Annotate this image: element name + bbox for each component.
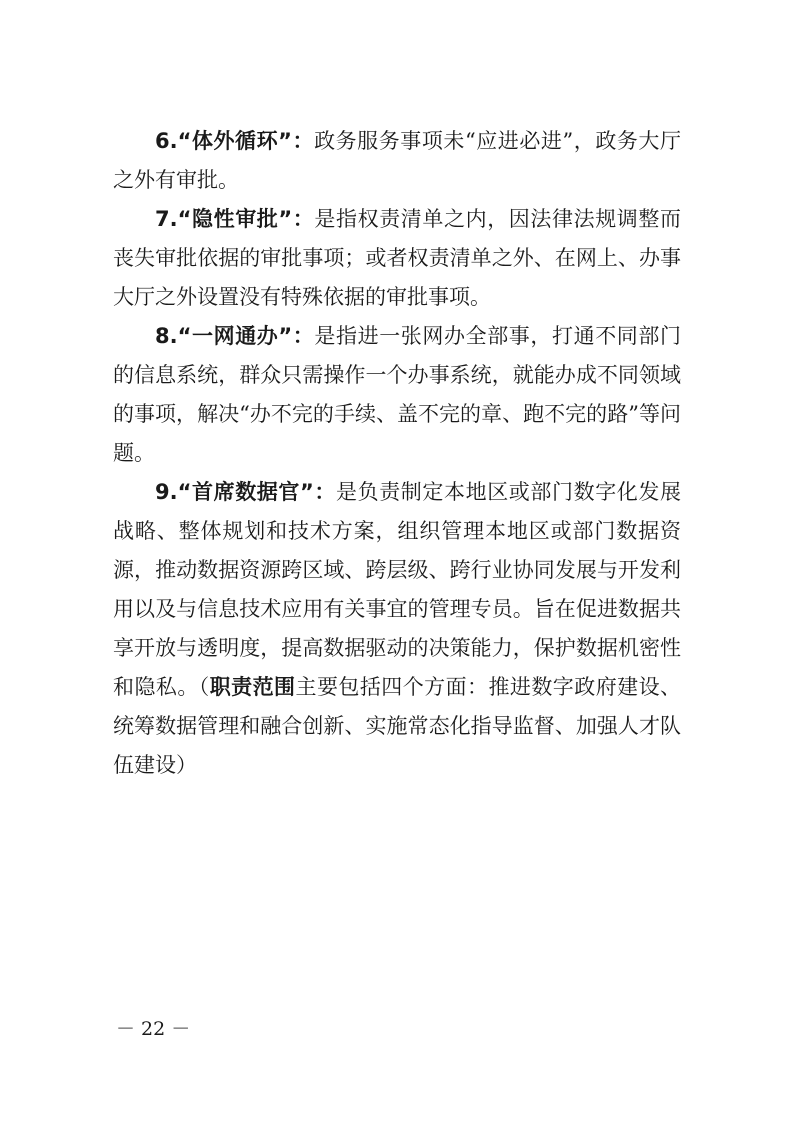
responsibility-scope-label: 职责范围 — [209, 675, 296, 699]
paragraph-9 — [113, 473, 681, 785]
term-7: 7.“隐性审批”： — [155, 207, 315, 231]
paragraph-8 — [113, 317, 681, 473]
term-8: 8.“一网通办”： — [155, 324, 315, 348]
definition-8: 是指进一张网办全部事，打通不同部门的信息系统，群众只需操作一个办事系统，就能办成不同领域的事项，解决“办不完的手续、盖不完的章、跑不完的路”等问题。 — [113, 324, 682, 465]
paragraph-7 — [113, 200, 681, 317]
term-9: 9.“首席数据官”： — [155, 480, 336, 504]
definition-7: 是指权责清单之内，因法律法规调整而丧失审批依据的审批事项；或者权责清单之外、在网上、办事大厅之外设置没有特殊依据的审批事项。 — [113, 207, 682, 309]
definition-9-continued: 主要包括四个方面：推进数字政府建设、统筹数据管理和融合创新、实施常态化指导监督、加强人才队伍建设） — [113, 675, 682, 777]
document-body — [113, 122, 681, 785]
page-number: － 22 － — [116, 1018, 191, 1040]
paragraph-6 — [113, 122, 681, 200]
term-6: 6.“体外循环”： — [155, 129, 315, 153]
definition-9: 是负责制定本地区或部门数字化发展战略、整体规划和技术方案，组织管理本地区或部门数据资源，推动数据资源跨区域、跨层级、跨行业协同发展与开发利用以及与信息技术应用有关事宜的管理专员。旨在促进数据共享开放与透明度，提高数据驱动的决策能力，保护数据机密性和隐私。（ — [113, 480, 681, 699]
definition-6: 政务服务事项未“应进必进”，政务大厅之外有审批。 — [113, 129, 681, 192]
